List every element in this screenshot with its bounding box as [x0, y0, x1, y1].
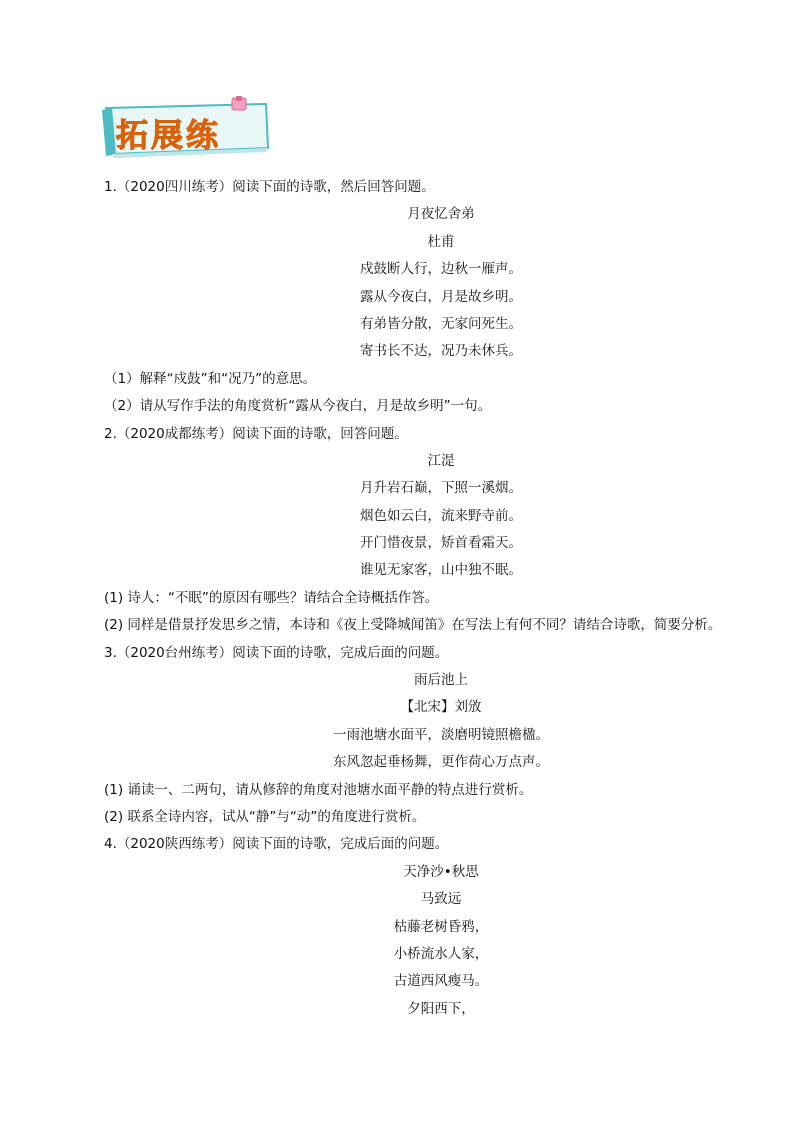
- q4-poem-line: 枯藤老树昏鸦，: [393, 918, 489, 935]
- q2-poem-line: 开门惜夜景，矫首看霜天。: [360, 535, 522, 552]
- q4-poem-line: 古道西风瘦马。: [393, 973, 489, 990]
- q3-poem-author: 【北宋】刘攽: [400, 699, 482, 716]
- q4-poem-line: 小桥流水人家，: [393, 945, 489, 962]
- q1-sub-question: （1）解释“戍鼓”和“况乃”的意思。: [104, 370, 317, 387]
- section-banner: [100, 96, 272, 160]
- q1-poem-author: 杜甫: [427, 233, 455, 250]
- q1-poem-line: 露从今夜白，月是故乡明。: [360, 288, 522, 305]
- q1-poem-line: 戍鼓断人行，边秋一雁声。: [360, 261, 522, 278]
- banner-title: 拓展练: [116, 116, 222, 154]
- q2-poem-title: 江湜: [427, 452, 455, 469]
- q2-sub-question: (2) 同样是借景抒发思乡之情，本诗和《夜上受降城闻笛》在写法上有何不同？请结合诗歌，简要分析。: [104, 617, 722, 634]
- q1-sub-question: （2）请从写作手法的角度赏析“露从今夜白，月是故乡明”一句。: [104, 398, 492, 415]
- exercise-content: [104, 174, 724, 1023]
- q2-poem-line: 月升岩石巅，下照一溪烟。: [360, 480, 522, 497]
- q2-sub-question: (1) 诗人：“不眠”的原因有哪些？请结合全诗概括作答。: [104, 589, 439, 606]
- q3-poem-title: 雨后池上: [414, 672, 468, 689]
- q1-poem-line: 寄书长不达，况乃未休兵。: [360, 343, 522, 360]
- q1-poem-line: 有弟皆分散，无家问死生。: [360, 315, 522, 332]
- q2-poem-line: 谁见无家客，山中独不眠。: [360, 562, 522, 579]
- q3-sub-question: (2) 联系全诗内容，试从“静”与“动”的角度进行赏析。: [104, 808, 426, 825]
- q3-sub-question: (1) 诵读一、二两句，请从修辞的角度对池塘水面平静的特点进行赏析。: [104, 781, 533, 798]
- q1-poem-title: 月夜忆舍弟: [407, 206, 475, 223]
- q3-poem-line: 东风忽起垂杨舞，更作荷心万点声。: [333, 754, 549, 771]
- q3-poem-line: 一雨池塘水面平，淡磨明镜照檐楹。: [333, 726, 549, 743]
- q3-prompt: 3.（2020台州练考）阅读下面的诗歌，完成后面的问题。: [104, 644, 449, 661]
- q4-prompt: 4.（2020陕西练考）阅读下面的诗歌，完成后面的问题。: [104, 836, 449, 853]
- q2-prompt: 2.（2020成都练考）阅读下面的诗歌，回答问题。: [104, 425, 408, 442]
- q4-poem-title: 天净沙•秋思: [403, 863, 479, 880]
- q2-poem-line: 烟色如云白，流来野寺前。: [360, 507, 522, 524]
- q4-poem-author: 马致远: [420, 891, 462, 908]
- q1-prompt: 1.（2020四川练考）阅读下面的诗歌，然后回答问题。: [104, 179, 435, 195]
- q4-poem-line: 夕阳西下，: [407, 1000, 475, 1017]
